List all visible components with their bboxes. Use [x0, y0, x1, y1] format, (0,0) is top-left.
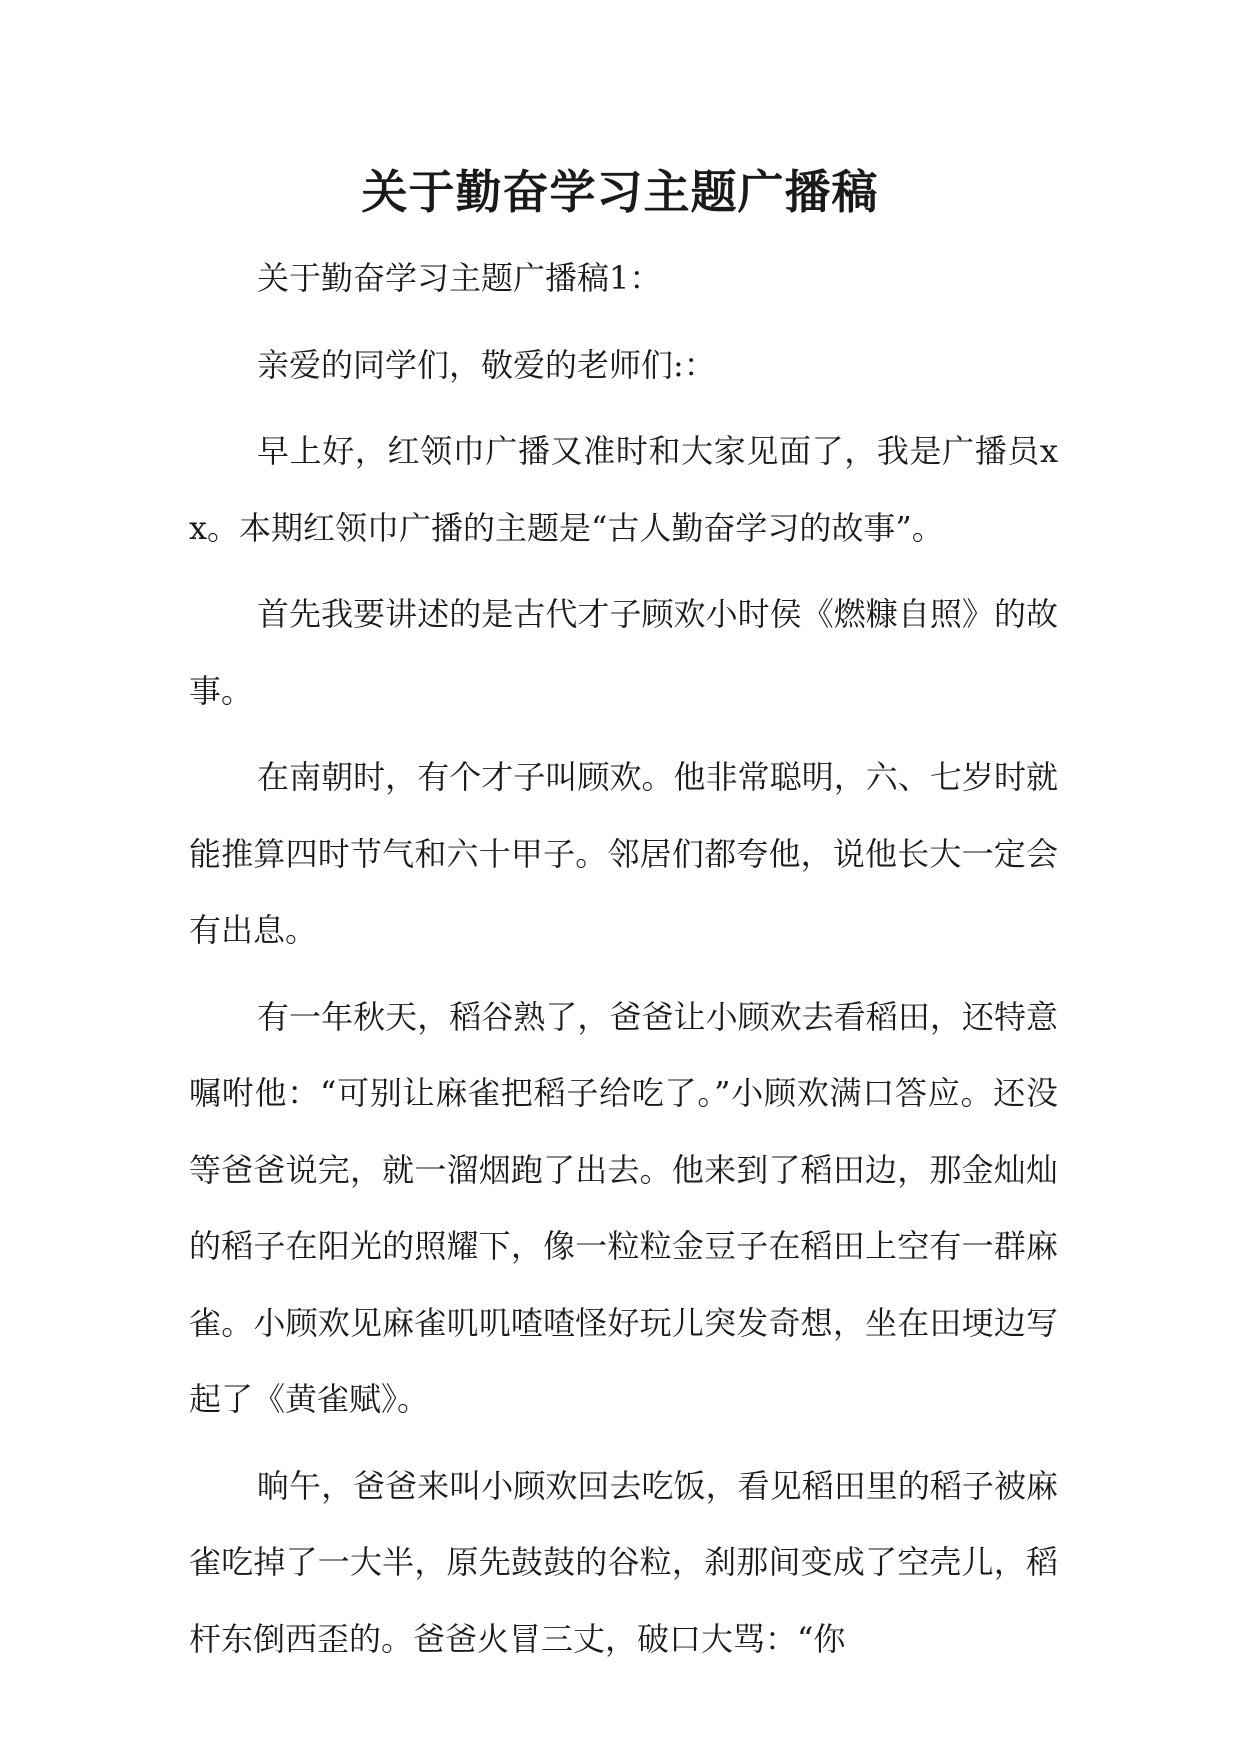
paragraph-story-intro: 首先我要讲述的是古代才子顾欢小时侯《燃糠自照》的故事。 [189, 595, 1058, 710]
document-body [189, 240, 1058, 1687]
paragraph-intro: 早上好，红领巾广播又准时和大家见面了，我是广播员xx。本期红领巾广播的主题是“古人勤奋学习的故事”。 [189, 432, 1058, 547]
paragraph-story-3: 晌午，爸爸来叫小顾欢回去吃饭，看见稻田里的稻子被麻雀吃掉了一大半，原先鼓鼓的谷粒，刹那间变成了空壳儿，稻杆东倒西歪的。爸爸火冒三丈，破口大骂：“你 [189, 1466, 1058, 1658]
paragraph-story-2: 有一年秋天，稻谷熟了，爸爸让小顾欢去看稻田，还特意嘱咐他：“可别让麻雀把稻子给吃了。”小顾欢满口答应。还没等爸爸说完，就一溜烟跑了出去。他来到了稻田边，那金灿灿的稻子在阳光的照耀下，像一粒粒金豆子在稻田上空有一群麻雀。小顾欢见麻雀叽叽喳喳怪好玩儿突发奇想，坐在田埂边写起了《黄雀赋》。 [189, 997, 1058, 1418]
paragraph-greeting: 亲爱的同学们，敬爱的老师们:： [257, 345, 716, 384]
paragraph-heading: 关于勤奋学习主题广播稿1： [257, 259, 662, 297]
paragraph-story-1: 在南朝时，有个才子叫顾欢。他非常聪明，六、七岁时就能推算四时节气和六十甲子。邻居们都夸他，说他长大一定会有出息。 [189, 758, 1058, 949]
document-title: 关于勤奋学习主题广播稿 [361, 165, 879, 219]
